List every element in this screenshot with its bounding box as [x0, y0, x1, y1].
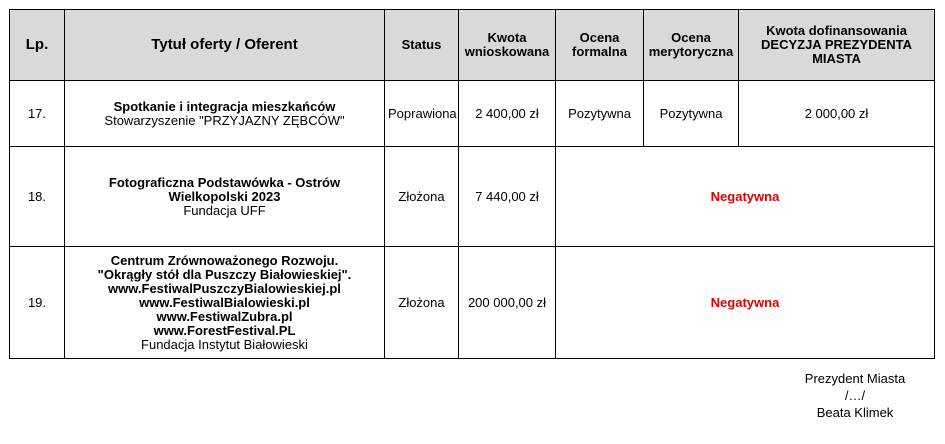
- signature-title: Prezydent Miasta: [804, 371, 906, 386]
- offer-title-line: Centrum Zrównoważonego Rozwoju.: [110, 252, 339, 268]
- offer-title-line: "Okrągły stół dla Puszczy Białowieskiej".: [97, 266, 352, 282]
- offer-title-line: Fotograficzna Podstawówka - Ostrów: [108, 174, 341, 190]
- negative-result: Negatywna: [556, 247, 935, 359]
- row-number: 18.: [10, 147, 65, 247]
- table-row: [10, 147, 935, 247]
- header-amount: [459, 10, 556, 81]
- negative-result: Negatywna: [556, 147, 935, 247]
- signature-name: Beata Klimek: [816, 405, 894, 420]
- offer-status: Złożona: [385, 147, 459, 247]
- table-row: [10, 247, 935, 359]
- header-decision-line2: DECYZJA PREZYDENTA: [761, 37, 912, 52]
- offer-status: Złożona: [385, 247, 459, 359]
- header-formal-line1: Ocena: [579, 30, 620, 45]
- header-merit: [644, 10, 739, 81]
- header-merit-line2: merytoryczna: [648, 44, 734, 59]
- header-lp: Lp.: [10, 10, 65, 81]
- signature-placeholder: /…/: [844, 388, 866, 403]
- header-title: Tytuł oferty / Oferent: [65, 10, 385, 81]
- offer-organization: Fundacja Instytut Białowieski: [141, 336, 308, 352]
- header-decision: [739, 10, 935, 81]
- offer-title-line: Wielkopolski 2023: [168, 188, 281, 204]
- header-formal: [556, 10, 644, 81]
- offer-title: Spotkanie i integracja mieszkańców: [113, 98, 336, 114]
- offer-website: www.ForestFestival.PL: [153, 322, 296, 338]
- offer-website: www.FestiwalZubra.pl: [156, 308, 293, 324]
- row-number: 17.: [10, 81, 65, 147]
- header-status: Status: [385, 10, 459, 81]
- header-amount-line1: Kwota: [487, 30, 527, 45]
- offer-title-cell: [65, 81, 385, 147]
- offers-table: [9, 9, 935, 359]
- offer-status: Poprawiona: [385, 81, 459, 147]
- offer-title-cell: [65, 247, 385, 359]
- offer-title-cell: [65, 147, 385, 247]
- header-decision-line1: Kwota dofinansowania: [766, 23, 907, 38]
- header-decision-line3: MIASTA: [812, 51, 861, 66]
- offer-website: www.FestiwalBialowieski.pl: [139, 294, 310, 310]
- merit-assessment: Pozytywna: [644, 81, 739, 147]
- formal-assessment: Pozytywna: [556, 81, 644, 147]
- table-row: [10, 81, 935, 147]
- decision-amount: 2 000,00 zł: [739, 81, 935, 147]
- header-row: [10, 10, 935, 81]
- offer-amount: 7 440,00 zł: [459, 147, 556, 247]
- header-formal-line2: formalna: [572, 44, 627, 59]
- header-amount-line2: wnioskowana: [464, 44, 550, 59]
- row-number: 19.: [10, 247, 65, 359]
- offer-organization: Stowarzyszenie "PRZYJAZNY ZĘBCÓW": [104, 112, 345, 128]
- offer-amount: 2 400,00 zł: [459, 81, 556, 147]
- offer-amount: 200 000,00 zł: [459, 247, 556, 359]
- offer-website: www.FestiwalPuszczyBialowieskiej.pl: [108, 280, 341, 296]
- header-merit-line1: Ocena: [671, 30, 711, 45]
- signature-block: [780, 370, 930, 421]
- offer-organization: Fundacja UFF: [183, 202, 266, 218]
